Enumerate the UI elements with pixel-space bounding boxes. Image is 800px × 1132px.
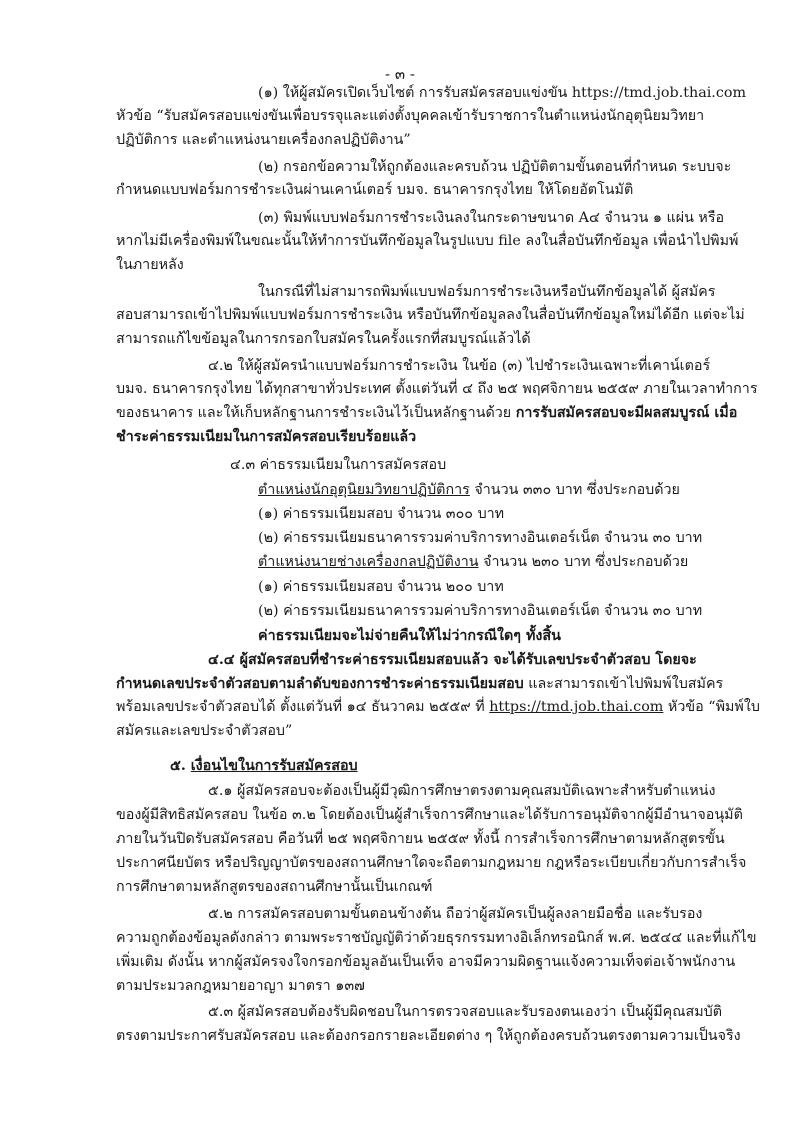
text-line: ตรงตามประกาศรับสมัครสอบ และต้องกรอกรายละเอียดต่าง ๆ ให้ถูกต้องครบถ้วนตรงตามความเป็นจริง (116, 1028, 741, 1044)
bold-text: ชำระค่าธรรมเนียมในการสมัครสอบเรียบร้อยแล้ว (116, 429, 417, 445)
text-line (258, 553, 688, 571)
text-line: สอบสามารถเข้าไปพิมพ์แบบฟอร์มการชำระเงิน หรือบันทึกข้อมูลลงในสื่อบันทึกข้อมูลใหม่ได้อีก แต่จะไม่ (116, 307, 745, 323)
text-line: ประกาศนียบัตร หรือปริญญาบัตรของสถานศึกษาใดจะถือตามกฎหมาย กฎหรือระเบียบเกี่ยวกับการสำเร็จ (116, 855, 747, 871)
text-line: ๔.๒ ให้ผู้สมัครนำแบบฟอร์มการชำระเงิน ในข้อ (๓) ไปชำระเงินเฉพาะที่เคาน์เตอร์ (208, 358, 711, 374)
text-line: (๒) กรอกข้อความให้ถูกต้องและครบถ้วน ปฏิบัติตามขั้นตอนที่กำหนด ระบบจะ (258, 159, 732, 175)
text-line: (๒) ค่าธรรมเนียมธนาคารรวมค่าบริการทางอินเตอร์เน็ต จำนวน ๓๐ บาท (258, 530, 703, 546)
text-line: บมจ. ธนาคารกรุงไทย ได้ทุกสาขาทั่วประเทศ ตั้งแต่วันที่ ๔ ถึง ๒๕ พฤศจิกายน ๒๕๕๙ ภายในเวลาทำการ (116, 381, 758, 397)
section-heading: ๔.๓ ค่าธรรมเนียมในการสมัครสอบ (230, 457, 447, 473)
text-line (116, 404, 737, 422)
position-title: ตำแหน่งนักอุตุนิยมวิทยาปฏิบัติการ (258, 482, 470, 498)
text-line: ตามประมวลกฎหมายอาญา มาตรา ๑๓๗ (116, 978, 365, 994)
text-line: (๒) ค่าธรรมเนียมธนาคารรวมค่าบริการทางอินเตอร์เน็ต จำนวน ๓๐ บาท (258, 603, 703, 619)
text-line: (๑) ค่าธรรมเนียมสอบ จำนวน ๓๐๐ บาท (258, 506, 505, 522)
text-line: (๑) ค่าธรรมเนียมสอบ จำนวน ๒๐๐ บาท (258, 579, 504, 595)
text-line: ๕.๒ การสมัครสอบตามขั้นตอนข้างต้น ถือว่าผู้สมัครเป็นผู้ลงลายมือชื่อ และรับรอง (208, 906, 703, 922)
text-line: (๓) พิมพ์แบบฟอร์มการชำระเงินลงในกระดาษขนาด A๔ จำนวน ๑ แผ่น หรือ (258, 210, 725, 226)
page-number: - ๓ - (385, 65, 415, 83)
text-segment: จำนวน ๒๓๐ บาท ซึ่งประกอบด้วย (478, 554, 689, 570)
section-heading (170, 757, 358, 775)
text-line: ๕.๑ ผู้สมัครสอบจะต้องเป็นผู้มีวุฒิการศึกษาตรงตามคุณสมบัติเฉพาะสำหรับตำแหน่ง (208, 783, 716, 799)
text-segment: ของธนาคาร และให้เก็บหลักฐานการชำระเงินไว้เป็นหลักฐานด้วย (116, 405, 512, 421)
position-title: ตำแหน่งนายช่างเครื่องกลปฏิบัติงาน (258, 554, 479, 570)
text-line: หากไม่มีเครื่องพิมพ์ในขณะนั้นให้ทำการบันทึกข้อมูลในรูปแบบ file ลงในสื่อบันทึกข้อมูล เพื่อนำไปพิมพ์ (116, 233, 739, 249)
bold-text: กำหนดเลขประจำตัวสอบตามลำดับของการชำระค่าธรรมเนียมสอบ (116, 676, 524, 692)
website-link[interactable]: https://tmd.job.thai.com (489, 699, 664, 715)
text-line: การศึกษาตามหลักสูตรของสถานศึกษานั้นเป็นเกณฑ์ (116, 879, 433, 895)
text-line: ความถูกต้องข้อมูลดังกล่าว ตามพระราชบัญญัติว่าด้วยธุรกรรมทางอิเล็กทรอนิกส์ พ.ศ. ๒๕๔๔ และที่แก้ไข (116, 930, 757, 946)
text-line: หัวข้อ “รับสมัครสอบแข่งขันเพื่อบรรจุและแต่งตั้งบุคคลเข้ารับราชการในตำแหน่งนักอุตุนิยมวิทยา (116, 108, 705, 124)
text-line: เพิ่มเติม ดังนั้น หากผู้สมัครจงใจกรอกข้อมูลอันเป็นเท็จ อาจมีความผิดฐานแจ้งความเท็จต่อเจ้าพนักงาน (116, 954, 736, 970)
bold-text: การรับสมัครสอบจะมีผลสมบูรณ์ เมื่อ (515, 405, 738, 421)
section-title: เงื่อนไขในการรับสมัครสอบ (190, 758, 358, 774)
text-line: สามารถแก้ไขข้อมูลในการกรอกใบสมัครในครั้งแรกที่สมบูรณ์แล้วได้ (116, 331, 531, 347)
text-line (116, 698, 760, 716)
bold-text: ค่าธรรมเนียมจะไม่จ่ายคืนให้ไม่ว่ากรณีใดๆ ทั้งสิ้น (258, 628, 561, 644)
text-line: กำหนดแบบฟอร์มการชำระเงินผ่านเคาน์เตอร์ บมจ. ธนาคารกรุงไทย ให้โดยอัตโนมัติ (116, 182, 634, 198)
text-segment: และสามารถเข้าไปพิมพ์ใบสมัคร (523, 676, 724, 692)
text-line: ปฏิบัติการ และตำแหน่งนายเครื่องกลปฏิบัติงาน” (116, 132, 411, 148)
text-segment: หัวข้อ “พิมพ์ใบ (663, 699, 760, 715)
text-line (116, 675, 723, 693)
text-segment: จำนวน ๓๓๐ บาท ซึ่งประกอบด้วย (469, 482, 680, 498)
text-line: (๑) ให้ผู้สมัครเปิดเว็บไซต์ การรับสมัครสอบแข่งขัน https://tmd.job.thai.com (258, 85, 747, 101)
text-segment: พร้อมเลขประจำตัวสอบได้ ตั้งแต่วันที่ ๑๔ ธันวาคม ๒๕๕๙ ที่ (116, 699, 490, 715)
bold-text: ๔.๔ ผู้สมัครสอบที่ชำระค่าธรรมเนียมสอบแล้ว จะได้รับเลขประจำตัวสอบ โดยจะ (208, 652, 697, 668)
text-line (258, 481, 680, 499)
text-line: สมัครและเลขประจำตัวสอบ” (116, 723, 293, 739)
text-line: ในภายหลัง (116, 257, 184, 273)
text-line: ภายในวันปิดรับสมัครสอบ คือวันที่ ๒๕ พฤศจิกายน ๒๕๕๙ ทั้งนี้ การสำเร็จการศึกษาตามหลักสูตรขั้น (116, 831, 725, 847)
text-line: ของผู้มีสิทธิสมัครสอบ ในข้อ ๓.๒ โดยต้องเป็นผู้สำเร็จการศึกษาและได้รับการอนุมัติจากผู้มีอำนาจอนุมัติ (116, 807, 743, 823)
section-number: ๕. (170, 758, 191, 774)
text-line: ๕.๓ ผู้สมัครสอบต้องรับผิดชอบในการตรวจสอบและรับรองตนเองว่า เป็นผู้มีคุณสมบัติ (208, 1004, 722, 1020)
text-line: ในกรณีที่ไม่สามารถพิมพ์แบบฟอร์มการชำระเงินหรือบันทึกข้อมูลได้ ผู้สมัคร (258, 284, 716, 300)
